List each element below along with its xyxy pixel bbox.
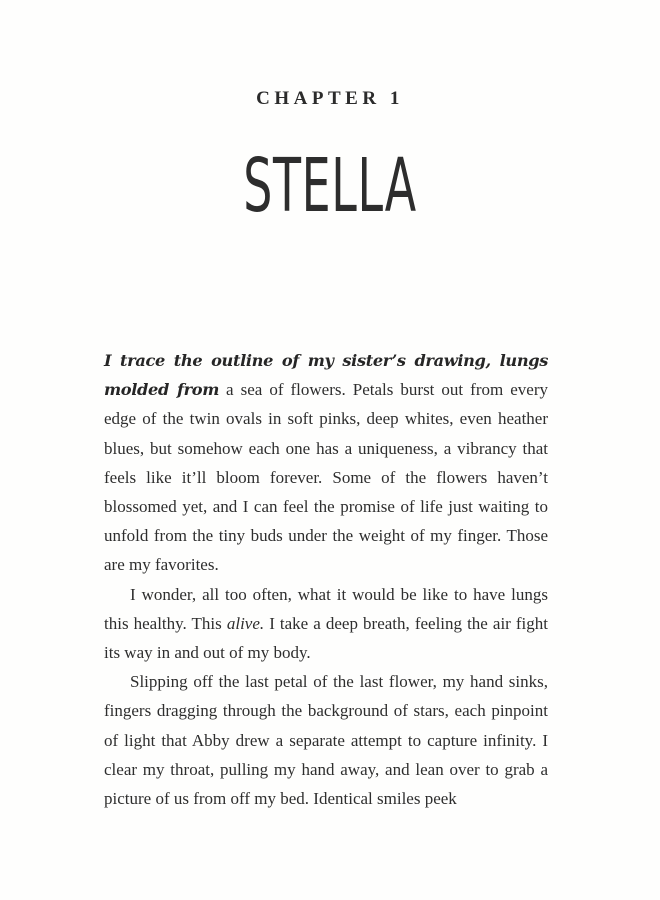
body-text — [104, 346, 548, 813]
paragraph-3-text: Slipping off the last petal of the last flower, my hand sinks, fingers dragging through the background of stars, each pinpoint of light that Abby drew a separate attempt to capture infinity. I clear my throat, pulling my hand away, and lean over to grab a picture of us from off my bed. Identical smiles peek — [104, 672, 548, 809]
paragraph-2-emphasis: alive. — [226, 613, 265, 633]
paragraph-lead-in: I trace the outline of my sister’s drawing, lungs molded from — [104, 351, 548, 400]
chapter-number: CHAPTER 1 — [256, 88, 404, 109]
paragraph-1-text: a sea of flowers. Petals burst out from every edge of the twin ovals in soft pinks, deep whites, even heather blues, but somehow each one has a uniqueness, a vibrancy that feels like it’ll bloom forever. Some of the flowers haven’t blossomed yet, and I can feel the promise of life just waiting to unfold from the tiny buds under the weight of my finger. Those are my favorites. — [104, 380, 548, 575]
paragraph-3 — [104, 667, 548, 813]
paragraph-2-text-after: I take a deep breath, feeling the air fight its way in and out of my body. — [104, 613, 548, 663]
paragraph-2-text-before: I wonder, all too often, what it would be like to have lungs this healthy. This — [104, 584, 548, 633]
chapter-title: STELLA — [243, 143, 417, 229]
paragraph-2 — [104, 580, 548, 668]
paragraph-1 — [104, 346, 548, 580]
